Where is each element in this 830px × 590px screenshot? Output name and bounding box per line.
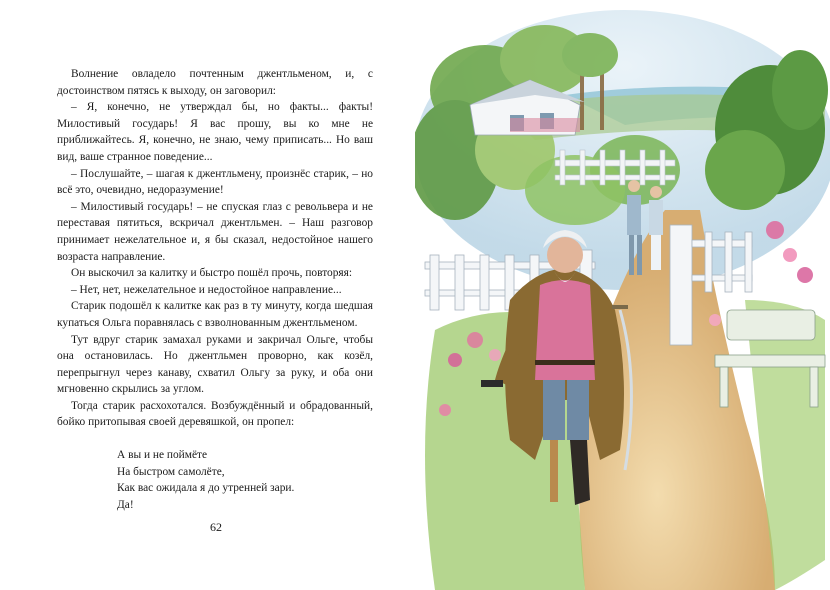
paragraph: Волнение овладело почтенным джентльменом, и, с достоинством пятясь к выходу, он заговорил:: [57, 68, 373, 97]
watercolor-illustration: [415, 0, 830, 590]
paragraph: Он выскочил за калитку и быстро пошёл прочь, повторяя:: [71, 267, 353, 280]
paragraph: – Послушайте, – шагая к джентльмену, произнёс старик, – но всё это, очевидно, недоразумение!: [57, 167, 373, 197]
page-number: 62: [210, 520, 222, 534]
text-column: [57, 66, 373, 431]
paragraph: – Нет, нет, нежелательное и недостойное направление...: [71, 283, 342, 296]
paragraph: – Я, конечно, не утверждал бы, но факты... факты! Милостивый государь! Я вас прошу, вы ко мне не приближайтесь. Я, конечно, не знаю, чему приписать... Но ваш вид, ваше странное поведение...: [57, 101, 373, 163]
poem-line: А вы и не поймёте: [117, 449, 208, 461]
poem-line: На быстром самолёте,: [117, 465, 225, 478]
poem: [117, 447, 397, 513]
paragraph: Старик подошёл к калитке как раз в ту минуту, когда шедшая купаться Ольга поравнялась с взволнованным джентльменом.: [57, 300, 373, 329]
illustration-page: [415, 0, 830, 590]
paragraph: Тут вдруг старик замахал руками и закричал Ольге, чтобы она остановилась. Но джентльмен проворно, как козёл, перепрыгнул через канаву, схватил Ольгу за руку, и оба они мгновенно скрылись за углом.: [57, 333, 373, 396]
paragraph: Тогда старик расхохотался. Возбуждённый и обрадованный, бойко притопывая своей деревяшкой, он пропел:: [57, 399, 373, 429]
poem-line: Да!: [117, 498, 134, 511]
paragraph: – Милостивый государь! – не спуская глаз с револьвера и не переставая пятиться, вскричал джентльмен. – Наш разговор принимает нежелательное и, я бы сказал, недостойное нашего возраста направление.: [57, 200, 373, 263]
poem-line: Как вас ожидала я до утренней зари.: [117, 482, 295, 495]
